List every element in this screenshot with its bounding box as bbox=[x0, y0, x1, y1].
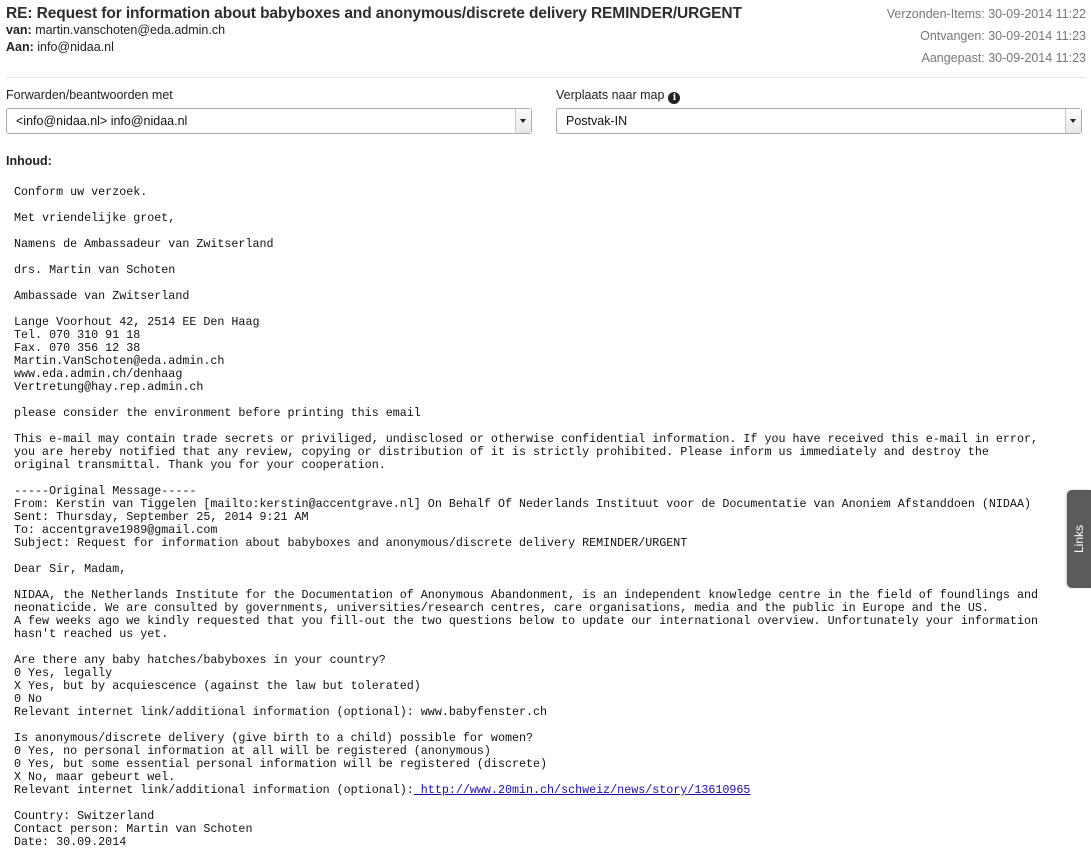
message-subject: RE: Request for information about babyboxes and anonymous/discrete delivery REMINDER/URGENT bbox=[6, 5, 742, 22]
forward-label: Forwarden/beantwoorden met bbox=[6, 88, 173, 102]
sent-date: Verzonden-Items: 30-09-2014 11:22 bbox=[886, 7, 1086, 21]
message-header bbox=[6, 0, 1086, 76]
links-side-tab[interactable] bbox=[1067, 490, 1091, 588]
links-tab-label: Links bbox=[1072, 524, 1086, 554]
forward-select[interactable] bbox=[6, 108, 532, 134]
received-date: Ontvangen: 30-09-2014 11:23 bbox=[920, 29, 1086, 43]
sender-label: van: bbox=[6, 23, 32, 37]
message-body-text: Conform uw verzoek. Met vriendelijke groet, Namens de Ambassadeur van Zwitserland drs. Martin van Schoten Ambassade van Zwitserland Lange Voorhout 42, 2514 EE Den Haag Tel. 070 310 91 18 Fax. 070 356 12 38 Martin.VanSchoten@eda.admin.ch www.eda.admin.ch/denhaag Vertretung@hay.rep.admin.ch please consider the environment before printing this email This e-mail may contain trade secrets or priviliged, undisclosed or otherwise confidential information. If you have received this e-mail in error, you are hereby notified that any review, copying or distribution of it is strictly prohibited. Please inform us immediately and destroy the original transmittal. Thank you for your cooperation. -----Original Message----- From: Kerstin van Tiggelen [mailto:kerstin@accentgrave.nl] On Behalf Of Nederlands Instituut voor de Documentatie van Anoniem Afstanddoen (NIDAA) Sent: Thursday, September 25, 2014 9:21 AM To: accentgrave1989@gmail.com Subject: Request for information about babyboxes and anonymous/discrete delivery REMINDER/URGENT Dear Sir, Madam, NIDAA, the Netherlands Institute for the Documentation of Anonymous Abandonment, is an independent knowledge centre in the field of foundlings and neonaticide. We are consulted by governments, universities/research centres, care organisations, media and the public in Europe and the US. A few weeks ago we kindly requested that you fill-out the two questions below to update our international overview. Unfortunately your information hasn't reached us yet. Are there any baby hatches/babyboxes in your country? 0 Yes, legally X Yes, but by acquiescence (against the law but tolerated) 0 No Relevant internet link/additional information (optional): www.babyfenster.ch Is anonymous/discrete delivery (give birth to a child) possible for women? 0 Yes, no personal information at all will be registered (anonymous) 0 Yes, but some essential personal information will be registered (discrete) X No, maar gebeurt wel. Relevant internet link/additional information (optional): bbox=[14, 185, 1038, 797]
header-divider bbox=[6, 77, 1085, 78]
recipient-line bbox=[6, 40, 114, 54]
chevron-down-icon[interactable] bbox=[1065, 109, 1081, 133]
message-body-footer: Country: Switzerland Contact person: Martin van Schoten Date: 30.09.2014 bbox=[14, 809, 253, 849]
content-label: Inhoud: bbox=[6, 154, 52, 168]
chevron-down-icon[interactable] bbox=[515, 109, 531, 133]
recipient-label: Aan: bbox=[6, 40, 34, 54]
move-folder-select[interactable] bbox=[556, 108, 1082, 134]
move-folder-label-text: Verplaats naar map bbox=[556, 88, 665, 102]
forward-select-value: <info@nidaa.nl> info@nidaa.nl bbox=[16, 114, 188, 128]
recipient-address: info@nidaa.nl bbox=[37, 40, 114, 54]
modified-date: Aangepast: 30-09-2014 11:23 bbox=[921, 51, 1086, 65]
info-icon[interactable]: i bbox=[668, 92, 680, 104]
message-body bbox=[14, 186, 1074, 849]
news-story-link[interactable]: http://www.20min.ch/schweiz/news/story/13610965 bbox=[413, 783, 751, 797]
sender-address: martin.vanschoten@eda.admin.ch bbox=[35, 23, 226, 37]
message-dates bbox=[887, 6, 1086, 72]
sender-line bbox=[6, 23, 225, 37]
move-folder-label bbox=[556, 88, 680, 104]
move-folder-select-value: Postvak-IN bbox=[566, 114, 628, 128]
